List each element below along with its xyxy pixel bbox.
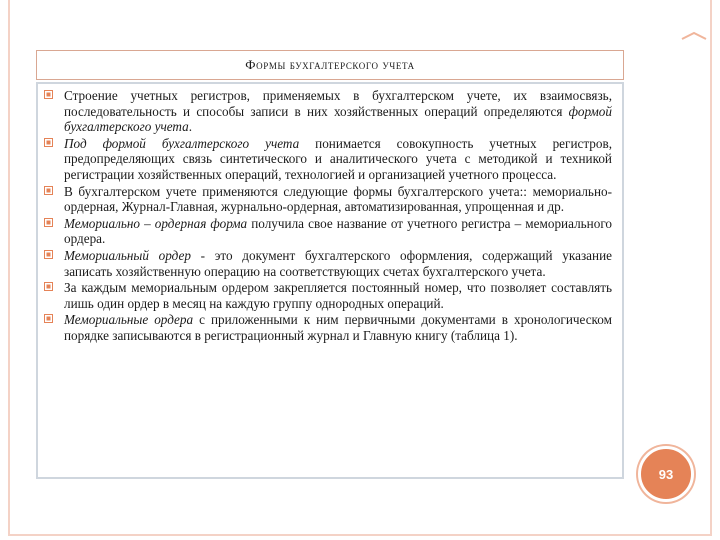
page-number: 93 xyxy=(658,466,674,482)
bullet-text: Строение учетных регистров, применяемых в бухгалтерском учете, их взаимосвязь, последовательность и способы записи в них хозяйственных операций определяются xyxy=(64,88,612,119)
square-bullet-icon xyxy=(44,314,53,323)
square-bullet-icon xyxy=(44,138,53,147)
content-box xyxy=(36,82,624,479)
title-box xyxy=(36,50,624,80)
emphasized-text: Мемориально – ордерная форма xyxy=(64,215,248,231)
emphasized-text: Мемориальные ордера xyxy=(64,312,194,328)
square-bullet-icon xyxy=(44,186,53,195)
bullet-item xyxy=(64,248,612,279)
bullet-text: За каждым мемориальным ордером закрепляется постоянный номер, что позволяет составлять лишь один ордер в месяц на каждую группу однородных операций. xyxy=(64,280,612,311)
bullet-text: . xyxy=(188,119,192,135)
bullet-item xyxy=(64,136,612,183)
bullet-text: - это документ бухгалтерского оформления, содержащий указание записать хозяйственную операцию на соответствующих счетах бухгалтерского учета. xyxy=(64,247,612,279)
bullet-text: с приложенными к ним первичными документами в хронологическом порядке записываются в регистрационный журнал и Главную книгу (таблица 1). xyxy=(64,312,612,343)
page-number-badge xyxy=(638,446,694,502)
bullet-item xyxy=(64,216,612,247)
square-bullet-icon xyxy=(44,250,53,259)
bullet-item xyxy=(64,280,612,311)
slide-title: Формы бухгалтерского учета xyxy=(245,57,415,72)
corner-decoration xyxy=(680,28,708,38)
bullet-text: получила свое название от учетного регистра – мемориального ордера. xyxy=(64,215,612,247)
emphasized-text: Под формой бухгалтерского учета xyxy=(64,135,300,151)
emphasized-text: формой бухгалтерского учета xyxy=(64,103,612,135)
bullet-item xyxy=(64,312,612,343)
square-bullet-icon xyxy=(44,90,53,99)
square-bullet-icon xyxy=(44,282,53,291)
bullet-text: понимается совокупность учетных регистров, предопределяющих связь синтетического и аналитического учета с методикой и техникой регистрации хозяйственных операций, технологией и организацией учетного процесса. xyxy=(64,135,612,182)
emphasized-text: Мемориальный ордер xyxy=(64,247,191,263)
bullet-list xyxy=(38,84,622,344)
bullet-item xyxy=(64,184,612,215)
bullet-text: В бухгалтерском учете применяются следующие формы бухгалтерского учета:: мемориально-ордерная, Журнал-Главная, журнально-ордерная, автоматизированная, упрощенная и др. xyxy=(64,183,612,215)
bullet-item xyxy=(64,88,612,135)
square-bullet-icon xyxy=(44,218,53,227)
